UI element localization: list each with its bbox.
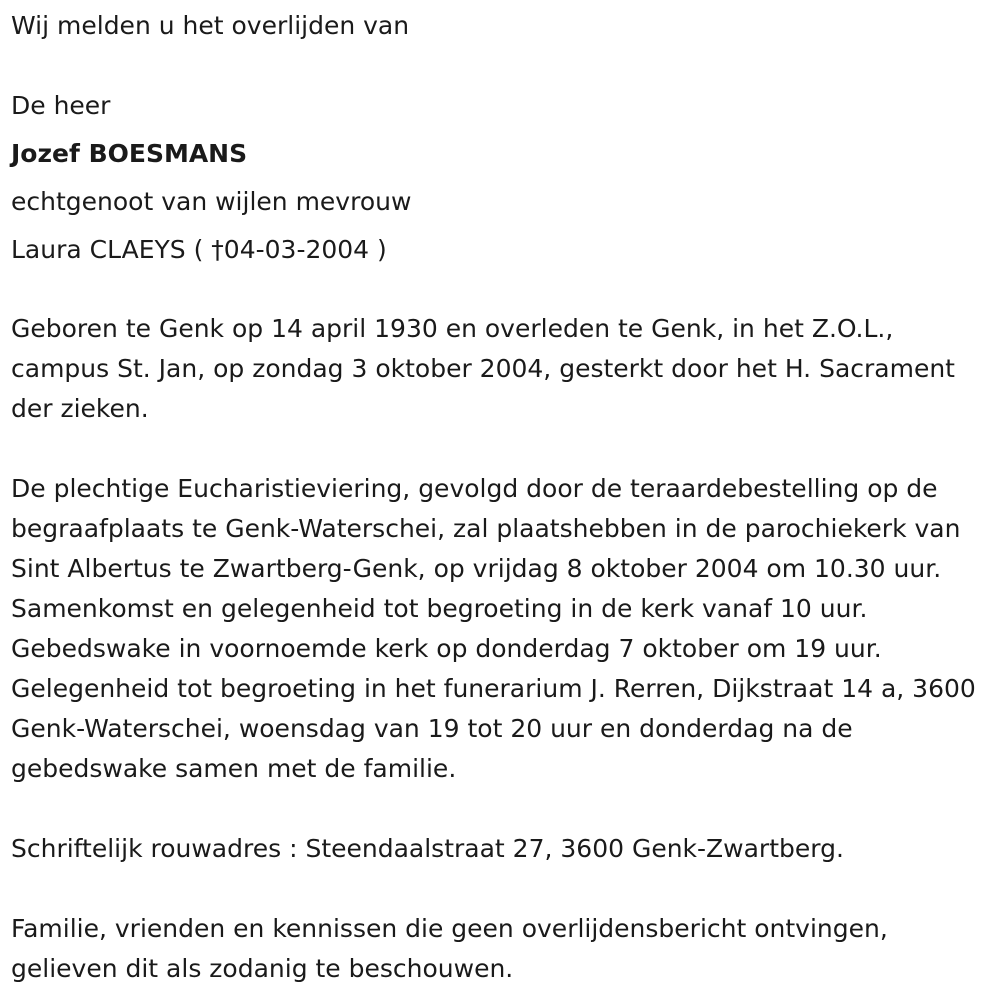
salutation: De heer — [11, 91, 111, 120]
mourning-address: Schriftelijk rouwadres : Steendaalstraat 27, 3600 Genk-Zwartberg. — [11, 834, 844, 863]
cross-icon: † — [211, 235, 224, 264]
funeral-paragraph: De plechtige Eucharistieviering, gevolgd door de teraardebestelling op de begraafplaats te Genk-Waterschei, zal plaatshebben in de parochiekerk van Sint Albertus te Zwartberg-Genk, op vrijdag 8 oktober 2004 om 10.30 uur. Samenkomst en gelegenheid tot begroeting in de kerk vanaf 10 uur. Gebedswake in voornoemde kerk op donderdag 7 oktober om 19 uur. Gelegenheid tot begroeting in het funerarium J. Rerren, Dijkstraat 14 a, 3600 Genk-Waterschei, woensdag van 19 tot 20 uur en donderdag na de gebedswake samen met de familie. — [11, 474, 976, 783]
spouse-death-date: 04-03-2004 ) — [223, 235, 387, 264]
spouse-line: echtgenoot van wijlen mevrouw — [11, 187, 412, 216]
spouse-details — [11, 233, 387, 267]
closing-paragraph: Familie, vrienden en kennissen die geen overlijdensbericht ontvingen, gelieven dit als zodanig te beschouwen. — [11, 914, 888, 983]
birth-death-paragraph: Geboren te Genk op 14 april 1930 en overleden te Genk, in het Z.O.L., campus St. Jan, op zondag 3 oktober 2004, gesterkt door het H. Sacrament der zieken. — [11, 314, 955, 423]
deceased-name: Jozef BOESMANS — [11, 139, 248, 168]
intro-text: Wij melden u het overlijden van — [11, 11, 410, 40]
spouse-name: Laura CLAEYS ( — [11, 235, 204, 264]
